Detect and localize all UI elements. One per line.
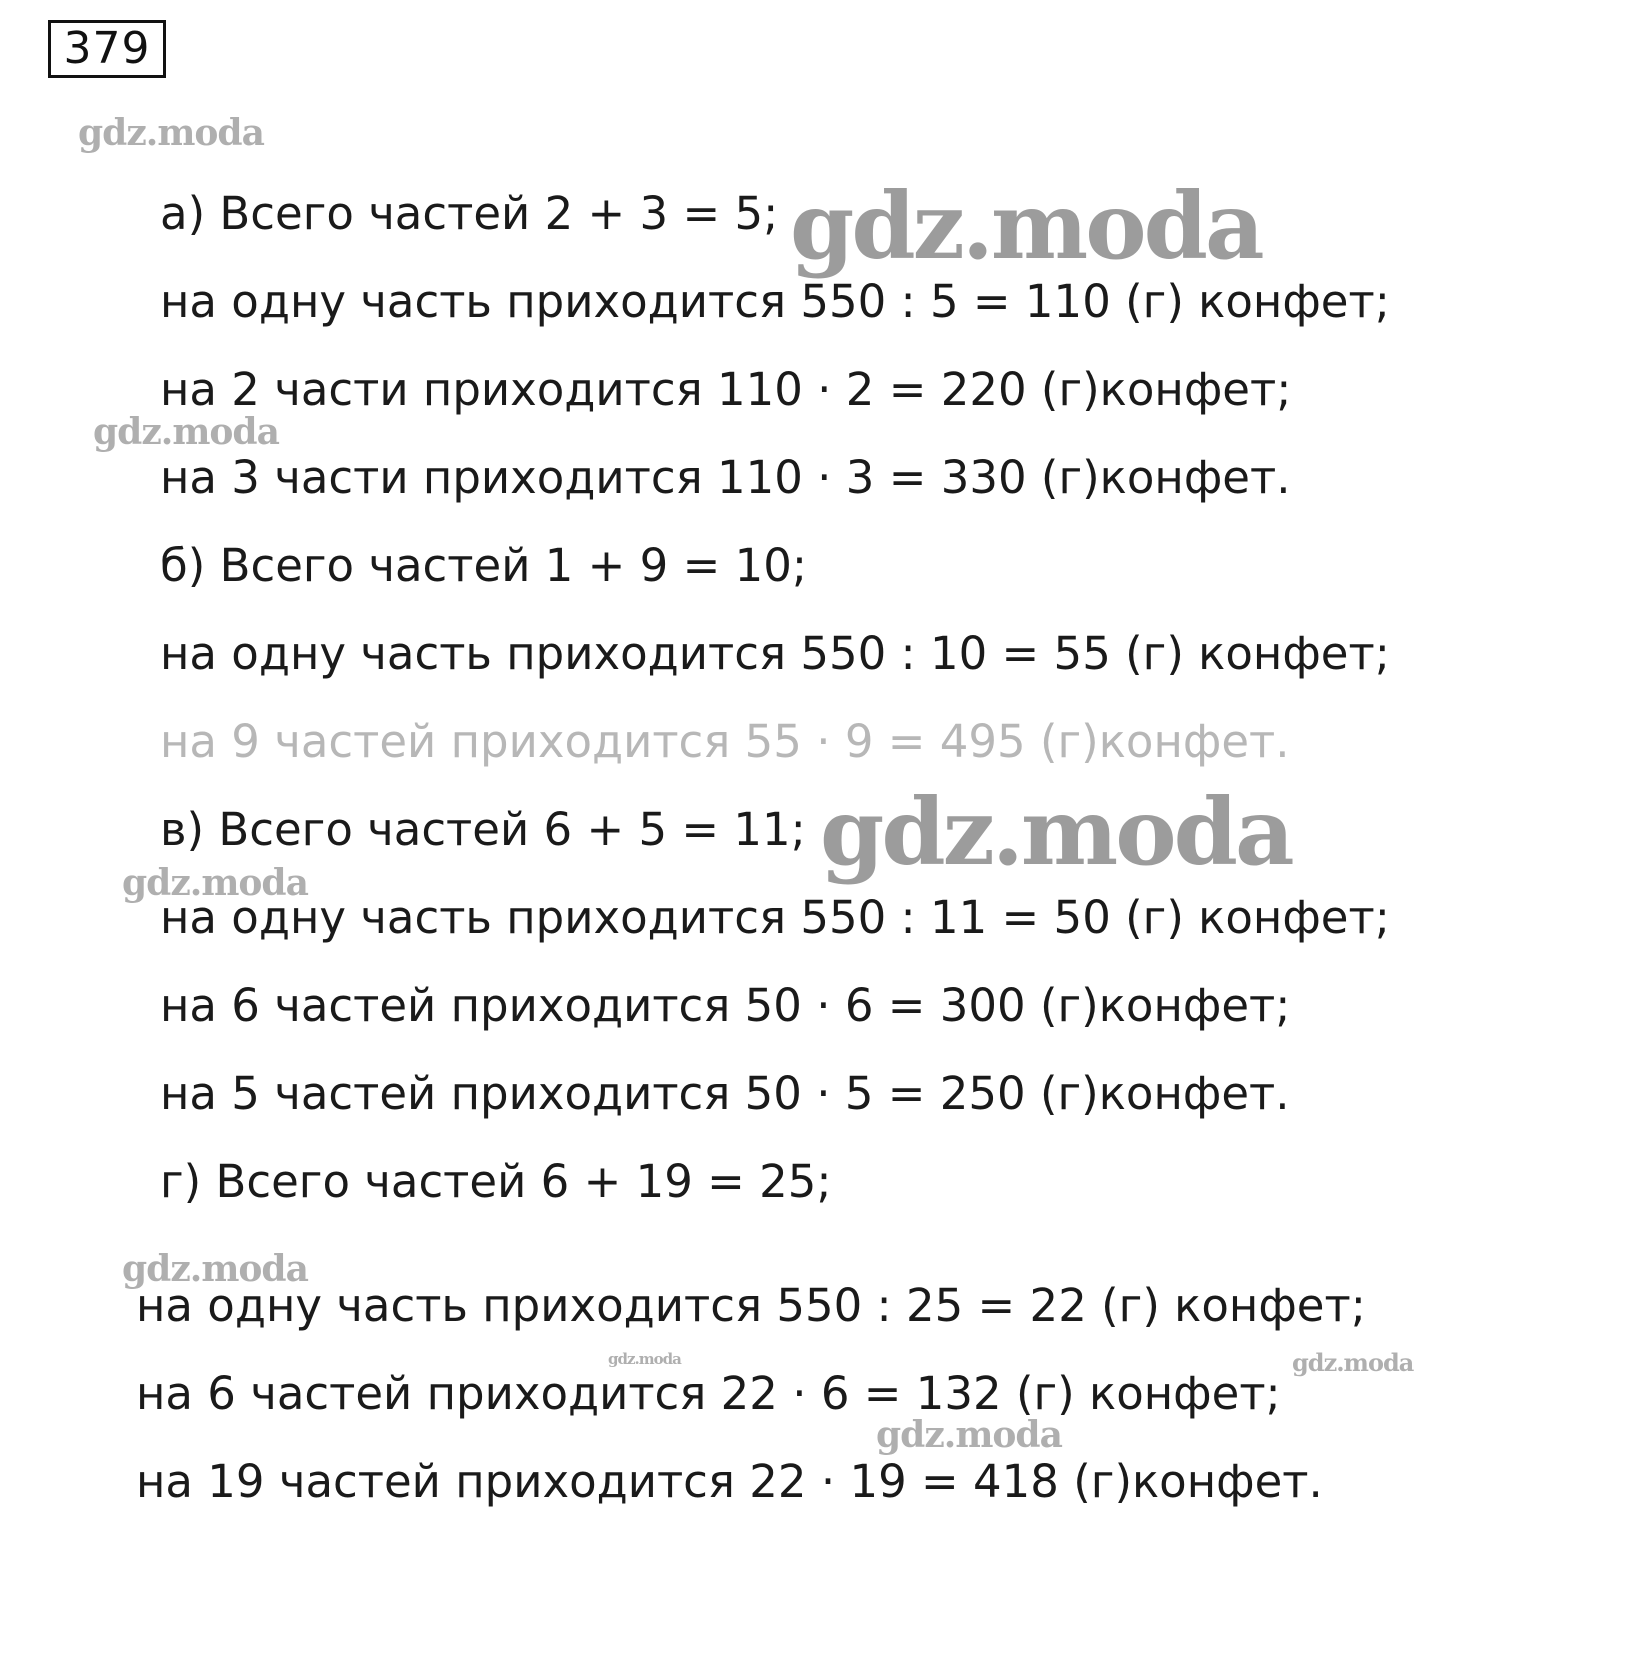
solution-line-c-five-parts: на 5 частей приходится 50 · 5 = 250 (г)конфет. <box>160 1067 1290 1120</box>
solution-line-a-three-parts: на 3 части приходится 110 · 3 = 330 (г)конфет. <box>160 451 1291 504</box>
watermark: gdz.moda <box>820 778 1292 886</box>
solution-line-d-one-part: на одну часть приходится 550 : 25 = 22 (г) конфет; <box>136 1279 1366 1332</box>
solution-line-a-two-parts: на 2 части приходится 110 · 2 = 220 (г)конфет; <box>160 363 1292 416</box>
solution-line-d-nineteen-parts: на 19 частей приходится 22 · 19 = 418 (г)конфет. <box>136 1455 1323 1508</box>
solution-line-b-one-part: на одну часть приходится 550 : 10 = 55 (г) конфет; <box>160 627 1390 680</box>
solution-line-d-total: г) Всего частей 6 + 19 = 25; <box>160 1155 832 1208</box>
watermark: gdz.moda <box>876 1414 1062 1456</box>
watermark: gdz.moda <box>790 172 1262 280</box>
watermark: gdz.moda <box>1292 1348 1414 1377</box>
solution-line-b-total: б) Всего частей 1 + 9 = 10; <box>160 539 808 592</box>
solution-line-c-six-parts: на 6 частей приходится 50 · 6 = 300 (г)конфет; <box>160 979 1291 1032</box>
solution-line-a-total: а) Всего частей 2 + 3 = 5; <box>160 187 779 240</box>
solution-line-c-total: в) Всего частей 6 + 5 = 11; <box>160 803 806 856</box>
watermark: gdz.moda <box>608 1350 681 1368</box>
watermark: gdz.moda <box>93 411 279 453</box>
solution-line-a-one-part: на одну часть приходится 550 : 5 = 110 (г) конфет; <box>160 275 1390 328</box>
watermark: gdz.moda <box>122 862 308 904</box>
solution-line-c-one-part: на одну часть приходится 550 : 11 = 50 (г) конфет; <box>160 891 1390 944</box>
problem-number: 379 <box>48 20 166 78</box>
solution-line-d-six-parts: на 6 частей приходится 22 · 6 = 132 (г) конфет; <box>136 1367 1281 1420</box>
solution-line-b-nine-parts: на 9 частей приходится 55 · 9 = 495 (г)конфет. <box>160 715 1290 768</box>
watermark: gdz.moda <box>122 1248 308 1290</box>
watermark: gdz.moda <box>78 112 264 154</box>
